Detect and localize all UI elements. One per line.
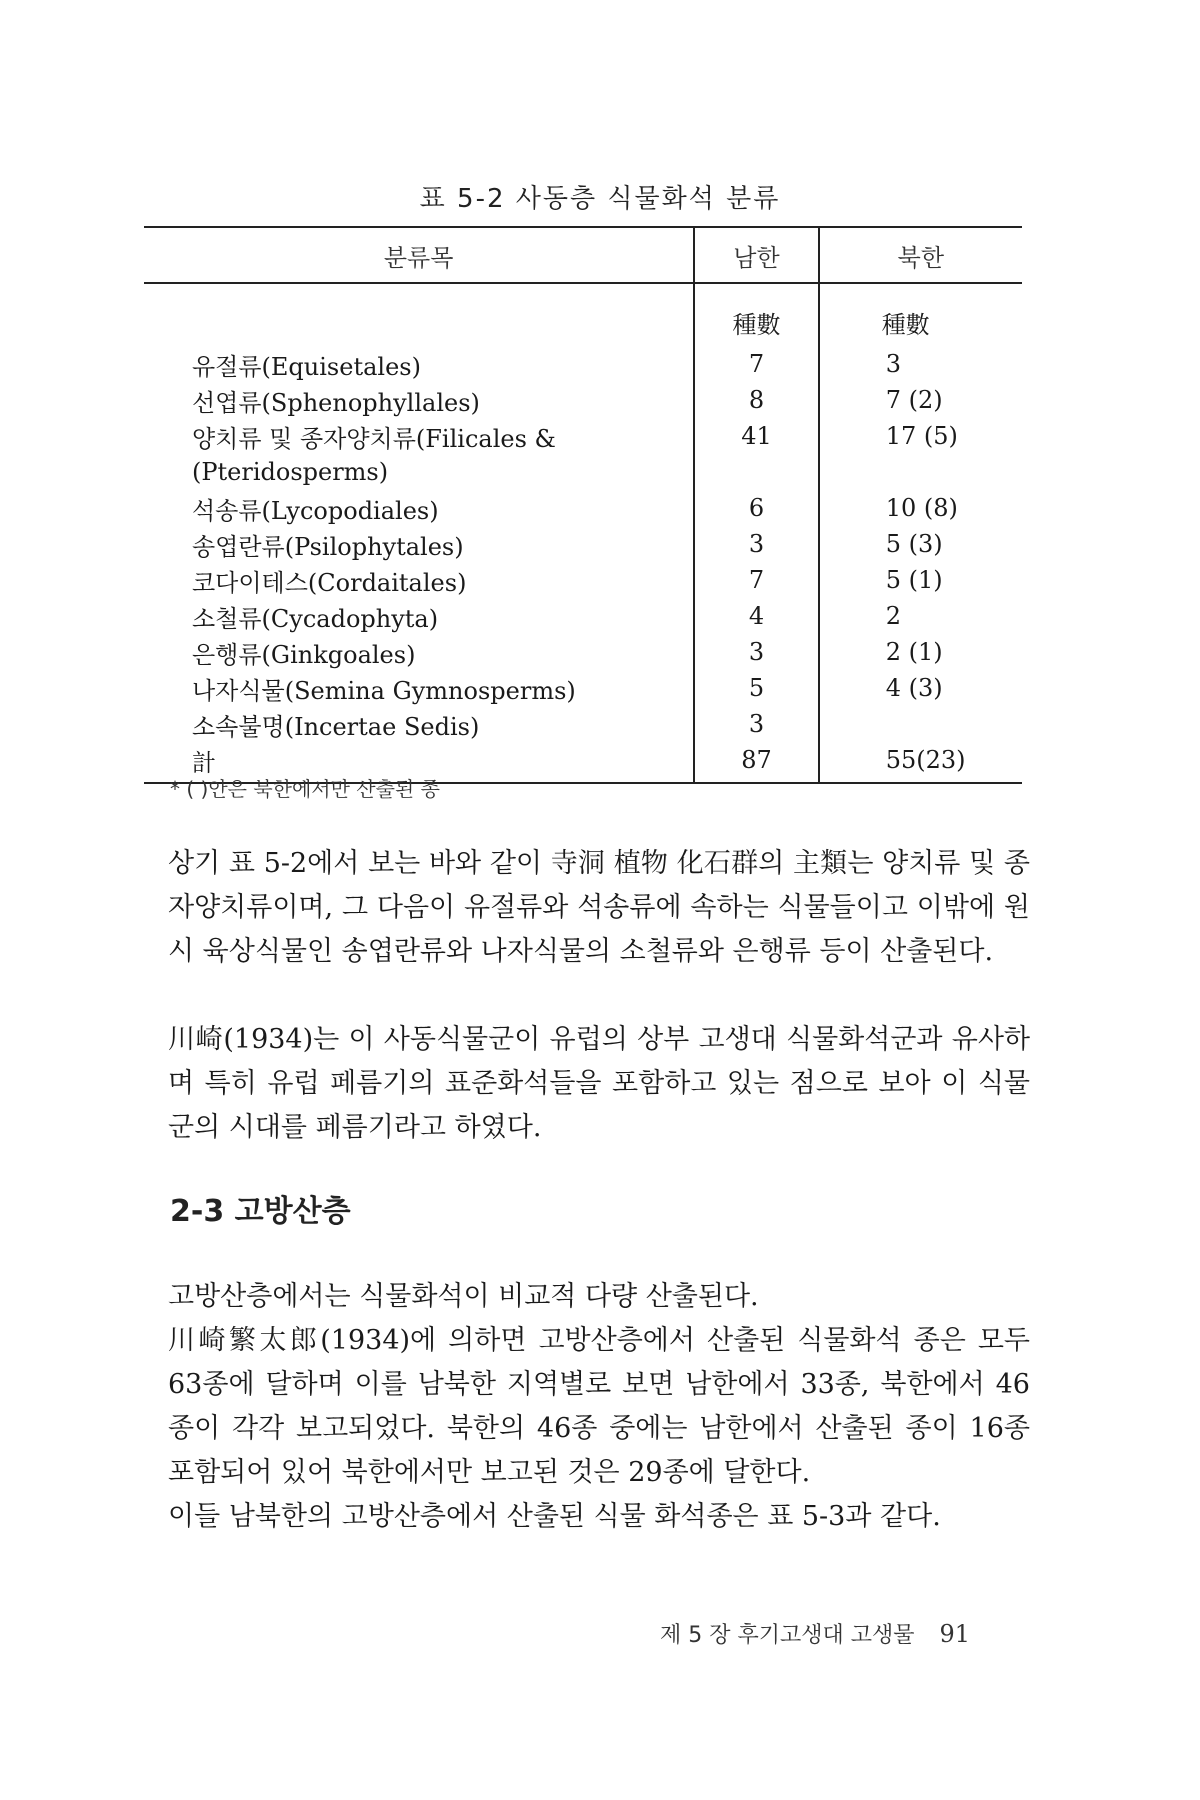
- row-name: 선엽류(Sphenophyllales): [192, 388, 480, 417]
- row-north-count: 5 (1): [819, 562, 1022, 598]
- row-north-count: 2: [819, 598, 1022, 634]
- row-north-count: 10 (8): [819, 490, 1022, 526]
- row-south-count: 8: [694, 382, 818, 418]
- row-name: 소속불명(Incertae Sedis): [192, 712, 480, 741]
- row-south-count: 87: [694, 742, 818, 783]
- row-south-count: 3: [694, 634, 818, 670]
- header-south: 남한: [694, 227, 818, 283]
- table-title: 표 5-2 사동층 식물화석 분류: [419, 184, 781, 214]
- paragraph: 고방산층에서는 식물화석이 비교적 다량 산출된다.: [168, 1281, 759, 1312]
- row-name: 計: [144, 742, 694, 783]
- row-north-count: 4 (3): [819, 670, 1022, 706]
- row-north-count: 17 (5): [819, 418, 1022, 454]
- classification-table: [144, 226, 1022, 784]
- table-row: [144, 490, 1022, 526]
- row-north-count: 3: [819, 346, 1022, 382]
- paragraph: 川崎繁太郎(1934)에 의하면 고방산층에서 산출된 식물화석 종은 모두 63종에 달하며 이를 남북한 지역별로 보면 남한에서 33종, 북한에서 46종이 각각 보고되었다. 북한의 46종 중에는 남한에서 산출된 종이 16종 포함되어 있어 북한에서만 보고된 것은 29종에 달한다.: [168, 1325, 1030, 1488]
- table-row: [144, 418, 1022, 454]
- row-name: (Pteridosperms): [192, 458, 389, 486]
- page-footer: [660, 1618, 970, 1649]
- row-name: 은행류(Ginkgoales): [192, 640, 416, 669]
- row-south-count: [694, 454, 818, 490]
- row-name: 송엽란류(Psilophytales): [192, 532, 464, 561]
- table-row: [144, 346, 1022, 382]
- row-name: 유절류(Equisetales): [192, 352, 421, 381]
- paragraph: 상기 표 5-2에서 보는 바와 같이 寺洞 植物 化石群의 主類는 양치류 및 종자양치류이며, 그 다음이 유절류와 석송류에 속하는 식물들이고 이밖에 원시 육상식물인 송엽란류와 나자식물의 소철류와 은행류 등이 산출된다.: [168, 848, 1030, 967]
- table-row: [144, 634, 1022, 670]
- units-south: 種數: [694, 283, 818, 346]
- table-row: [144, 562, 1022, 598]
- table-row: [144, 670, 1022, 706]
- header-classification: 분류목: [144, 227, 694, 283]
- row-north-count: [819, 706, 1022, 742]
- fossil-classification-table: [144, 226, 1022, 784]
- row-name: 소철류(Cycadophyta): [192, 604, 439, 633]
- row-south-count: 7: [694, 346, 818, 382]
- row-south-count: 3: [694, 526, 818, 562]
- row-name: 양치류 및 종자양치류(Filicales &: [192, 424, 556, 453]
- units-north: 種數: [819, 283, 1022, 346]
- row-name: 석송류(Lycopodiales): [192, 496, 439, 525]
- row-north-count: 55(23): [819, 742, 1022, 783]
- table-row: [144, 526, 1022, 562]
- page-number: 91: [939, 1620, 971, 1648]
- row-south-count: 3: [694, 706, 818, 742]
- row-north-count: [819, 454, 1022, 490]
- row-name: 코다이테스(Cordaitales): [192, 568, 467, 597]
- row-north-count: 5 (3): [819, 526, 1022, 562]
- table-header-row: [144, 227, 1022, 283]
- table-row: [144, 382, 1022, 418]
- table-footnote: * ( )안은 북한에서만 산출된 종: [170, 777, 440, 801]
- units-row: [144, 283, 1022, 346]
- paragraph: 이들 남북한의 고방산층에서 산출된 식물 화석종은 표 5-3과 같다.: [168, 1501, 941, 1532]
- table-row: [144, 598, 1022, 634]
- chapter-title: 제 5 장 후기고생대 고생물: [660, 1623, 915, 1648]
- row-south-count: 41: [694, 418, 818, 454]
- row-north-count: 7 (2): [819, 382, 1022, 418]
- row-south-count: 4: [694, 598, 818, 634]
- table-row: [144, 454, 1022, 490]
- section-heading: 2-3 고방산층: [170, 1194, 351, 1229]
- paragraph: 川崎(1934)는 이 사동식물군이 유럽의 상부 고생대 식물화석군과 유사하며 특히 유럽 페름기의 표준화석들을 포함하고 있는 점으로 보아 이 식물군의 시대를 페름기라고 하였다.: [168, 1024, 1030, 1143]
- row-north-count: 2 (1): [819, 634, 1022, 670]
- row-south-count: 5: [694, 670, 818, 706]
- row-south-count: 6: [694, 490, 818, 526]
- header-north: 북한: [819, 227, 1022, 283]
- units-empty-cell: [144, 283, 694, 346]
- row-name: 나자식물(Semina Gymnosperms): [192, 676, 576, 705]
- row-south-count: 7: [694, 562, 818, 598]
- table-row: [144, 706, 1022, 742]
